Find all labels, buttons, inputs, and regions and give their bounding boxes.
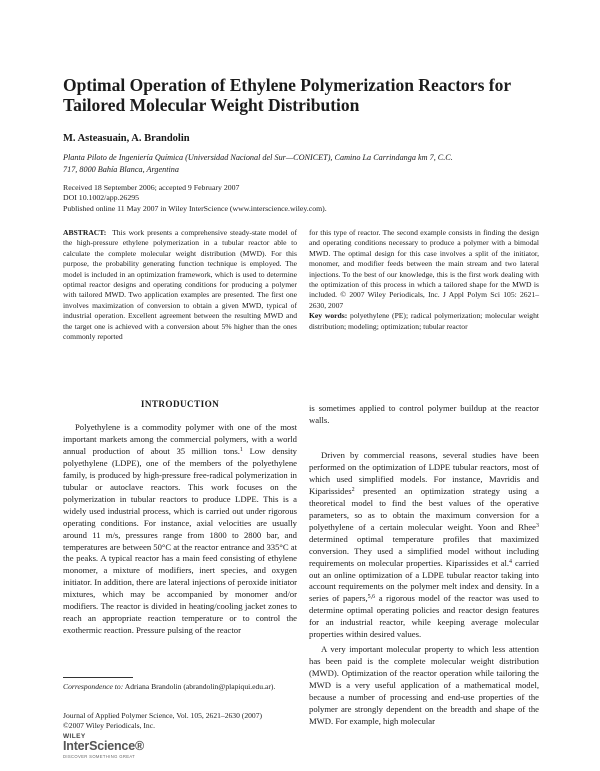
abstract-right (309, 228, 539, 332)
intro-text: Low density polyethylene (LDPE), one of the members of the polyethylene family, is produced by high-pressure free-radical polymerization in tubular or autoclave reactors. This work focuses on the polymerization in tubular reactors to produce LDPE. This is a widely used industrial process, which is carried out under rigorous operating conditions. For instance, axial velocities are usually around 11 m/s, pressures range from 1800 to 2800 bar, and temperatures are between 50°C at the reactor entrance and 335°C at the peaks. A typical reactor has a main feed consisting of ethylene monomer, a mixture of modifiers, inert species, and oxygen initiator. In addition, there are lateral injections of peroxide initiator mixtures, which may be accompanied by monomer and/or modifiers. The reactor is divided in heating/cooling jacket zones to reach an appropriate reaction temperature or to control the exothermic reaction. Pressure pulsing of the reactor (63, 445, 297, 636)
affiliation: Planta Piloto de Ingeniería Química (Universidad Nacional del Sur—CONICET), Camino La Carrindanga km 7, C.C. 717, 8000 Bahía Blanca, Argentina (63, 153, 453, 174)
intro-text: a rigorous model of the reactor was used to determine optimal operating policies and reactor design features for an industrial reactor, while keeping average molecular properties within desired values. (309, 593, 539, 640)
correspondence-label: Correspondence to: (63, 682, 124, 691)
published-line: Published online 11 May 2007 in Wiley InterScience (www.interscience.wiley.com). (63, 203, 327, 213)
intro-paragraph-3: A very important molecular property to which less attention has been paid is the complete molecular weight distribution (MWD). Optimization of the reactor operation while tailoring the MWD is a very useful application of a mathematical model, because a number of processing and end-use properties of the polymer are strongly dependent on the breadth and shape of the MWD. For example, high molecular (309, 644, 539, 726)
footnote-divider (63, 677, 133, 678)
intro-text: carried out an online optimization of a LDPE tubular reactor taking into account requirements on the polymer melt index and density. In a series of papers, (309, 557, 539, 604)
logo-tagline: DISCOVER SOMETHING GREAT (63, 754, 136, 759)
citation-ref[interactable]: 3 (536, 522, 539, 529)
citation-ref[interactable]: 5,6 (367, 594, 376, 601)
citation-ref[interactable]: 1 (239, 446, 243, 453)
abstract-left (63, 228, 297, 342)
journal-info (63, 711, 323, 731)
publication-dates (63, 183, 483, 214)
abstract-label: ABSTRACT: (63, 228, 107, 237)
intro-paragraph-1 (63, 422, 297, 637)
introduction-heading: INTRODUCTION (140, 399, 220, 409)
intro-text: presented an optimization strategy using a theoretical model to find the best values of the operative parameters, so as to obtain the maximum conversion for a polyethylene of a certain molecular weight. Yoon and Rhee (309, 485, 539, 532)
intro-text: Driven by commercial reasons, several studies have been performed on the optimization of LDPE tubular reactors, most of which used simplified models. For instance, Mavridis and Kiparissides (309, 450, 539, 496)
citation-ref[interactable]: 4 (509, 558, 513, 565)
citation-ref[interactable]: 2 (351, 486, 355, 493)
abstract-text-left: This work presents a comprehensive steady-state model of the high-pressure ethylene polymerization in a tubular reactor able to calculate the complete molecular weight distribution (MWD). For this purpose, the probability generating function technique is employed. The model is included in an optimization framework, which is used to determine optimal reactor designs and operating conditions for producing a polymer with tailored MWD. Two application examples are presented. The first one involves maximization of conversion to obtain a given MWD, typical of industrial operation. Excellent agreement between the resulting MWD and the target one is achieved with a conversion about 5% higher than the ones commonly reported (63, 228, 297, 342)
doi-line[interactable]: DOI 10.1002/app.26295 (63, 193, 140, 203)
abstract-text-right: for this type of reactor. The second example consists in finding the design and operating conditions necessary to produce a polymer with a bimodal MWD. The optimal design for this case involves a split of the initiator, monomer, and modifier feeds between the main stream and two lateral injections. To the best of our knowledge, this is the first work dealing with the optimization of this process in which a tailored shape for the MWD is included. © 2007 Wiley Periodicals, Inc. J Appl Polym Sci 105: 2621–2630, 2007 (309, 228, 539, 310)
logo-brand: InterScience® (63, 739, 144, 753)
authors: M. Asteasuain, A. Brandolin (63, 133, 190, 144)
correspondence-note (63, 682, 297, 692)
keywords-text: polyethylene (PE); radical polymerization; molecular weight distribution; modeling; optimization; tubular reactor (309, 311, 539, 331)
journal-citation: Journal of Applied Polymer Science, Vol. 105, 2621–2630 (2007) (63, 711, 263, 720)
received-line: Received 18 September 2006; accepted 9 February 2007 (63, 183, 240, 192)
correspondence-text[interactable]: Adriana Brandolin (abrandolin@plapiqui.edu.ar). (123, 682, 276, 691)
intro-paragraph-2 (309, 450, 539, 641)
keywords-label: Key words: (309, 311, 348, 321)
wiley-interscience-logo (63, 733, 163, 761)
logo-publisher: WILEY (63, 733, 86, 740)
copyright-line: ©2007 Wiley Periodicals, Inc. (63, 721, 155, 730)
intro-paragraph-1-continued: is sometimes applied to control polymer buildup at the reactor walls. (309, 403, 539, 425)
intro-text: determined optimal temperature profiles that maximized conversion. They used a simplified model without including requirements on molecular properties. Kiparissides et al. (309, 533, 539, 568)
article-title: Optimal Operation of Ethylene Polymerization Reactors for Tailored Molecular Weight Distribution (63, 75, 511, 115)
keywords (309, 311, 539, 332)
intro-text: Polyethylene is a commodity polymer with one of the most important markets among the commercial polymers, with a world annual production of about 35 million tons. (63, 422, 297, 456)
